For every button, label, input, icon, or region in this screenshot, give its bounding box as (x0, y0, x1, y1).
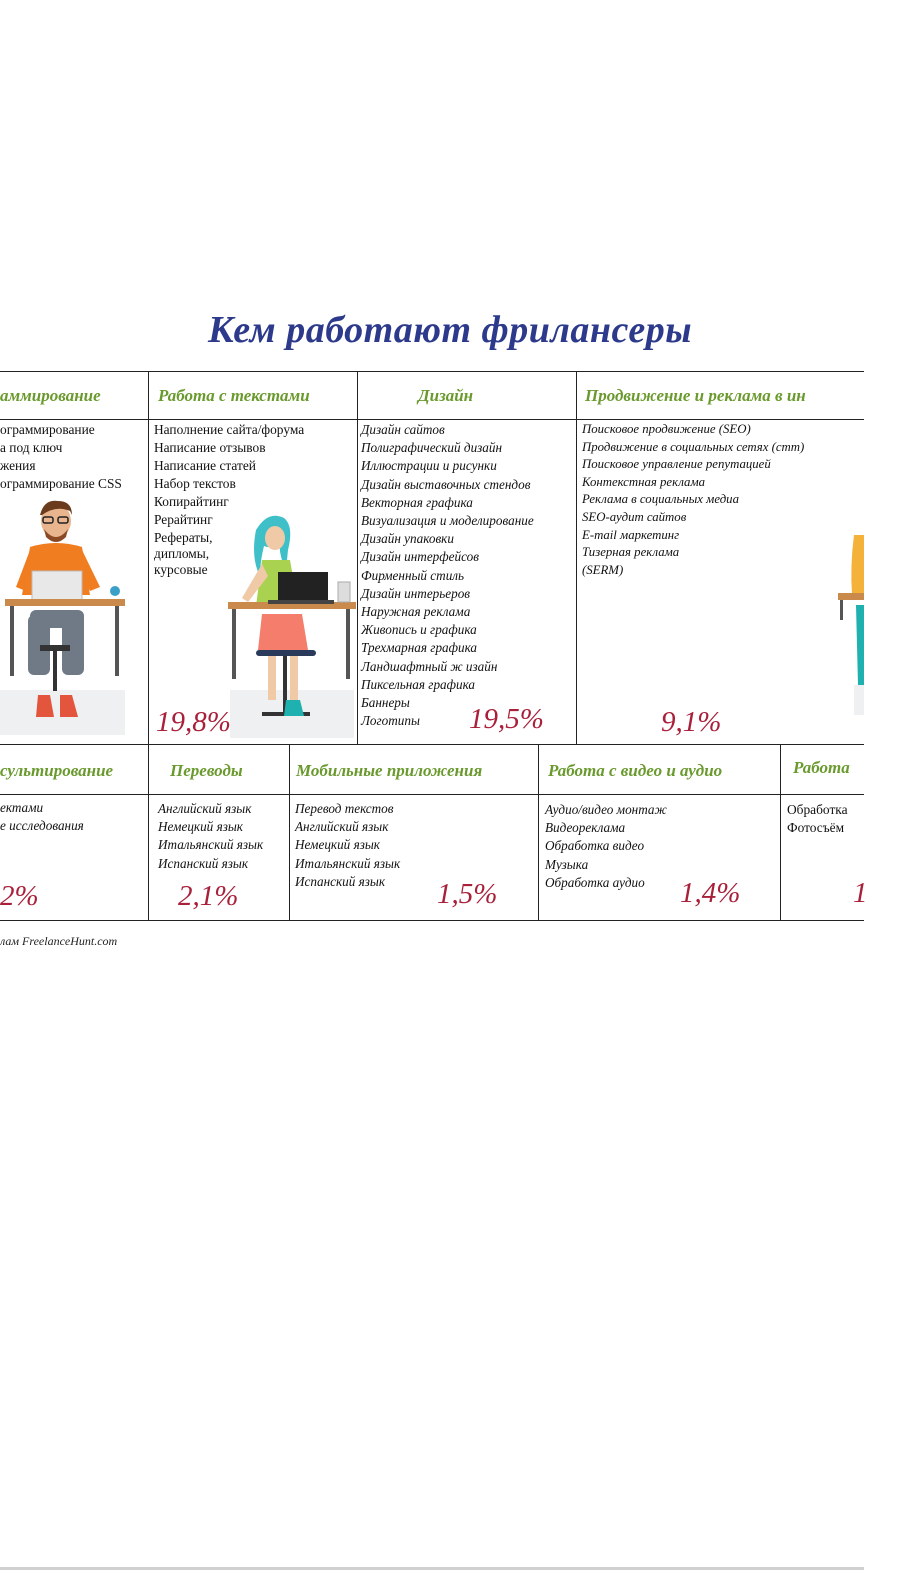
list-item: E-mail маркетинг (582, 527, 680, 542)
list-item: Дизайн интерьеров (361, 585, 471, 601)
grid-line (148, 744, 149, 921)
grid-line (538, 744, 539, 921)
column-header-translations: Переводы (170, 761, 243, 780)
list-item: Поисковое продвижение (SEO) (582, 422, 751, 436)
programmer-illustration (0, 495, 148, 740)
programming-list (0, 421, 146, 493)
grid-line (0, 744, 864, 745)
consulting-percent: 2% (0, 880, 39, 912)
list-item: Реклама в социальных медиа (582, 492, 739, 507)
column-header-consulting: сультирование (0, 761, 114, 780)
list-item: Пиксельная графика (361, 676, 476, 692)
list-item: (SERM) (582, 562, 624, 577)
marketer-illustration (836, 535, 864, 715)
promotion-percent: 9,1% (661, 706, 722, 738)
photo-list (787, 801, 864, 837)
photo-percent: 1 (853, 877, 868, 909)
grid-line (0, 794, 864, 795)
list-item: Наружная реклама (361, 604, 471, 620)
grid-line (780, 744, 781, 921)
list-item: Обработка видео (545, 838, 645, 854)
list-item: Дизайн сайтов (361, 422, 445, 437)
consulting-list (0, 799, 146, 835)
list-item: Копирайтинг (154, 494, 229, 510)
list-item: Написание отзывов (154, 440, 266, 456)
list-item: Набор текстов (154, 476, 236, 492)
column-header-video-audio: Работа с видео и аудио (548, 761, 723, 780)
list-item: а под ключ (0, 440, 63, 456)
column-header-promotion: Продвижение и реклама в ин (585, 386, 806, 405)
list-item: Баннеры (361, 695, 410, 711)
promotion-list (582, 421, 864, 579)
list-item: Поисковое управление репутацией (582, 457, 771, 472)
video-audio-list (545, 801, 778, 892)
list-item: Логотипы (361, 713, 420, 729)
grid-line (148, 371, 149, 745)
list-item: е исследования (0, 818, 84, 834)
list-item: Фотосъём (787, 820, 845, 836)
grid-line (0, 920, 864, 921)
list-item: Музыка (545, 856, 589, 872)
list-item: Тизерная реклама (582, 545, 680, 560)
list-item: жения (0, 458, 36, 474)
list-item: Иллюстрации и рисунки (361, 458, 497, 474)
list-item: Визуализация и моделирование (361, 513, 534, 529)
column-header-mobile: Мобильные приложения (296, 761, 483, 780)
column-header-photo: Работа (793, 758, 850, 777)
grid-line (0, 419, 864, 420)
list-item: Контекстная реклама (582, 474, 706, 489)
translations-list (158, 800, 288, 873)
list-item: Рерайтинг (154, 512, 213, 528)
writer-illustration (228, 510, 356, 740)
list-item: Испанский язык (295, 873, 385, 889)
list-item: Векторная графика (361, 494, 473, 510)
list-item: Живопись и графика (361, 622, 477, 638)
list-item: Дизайн выставочных стендов (361, 476, 531, 492)
column-header-design: Дизайн (418, 386, 474, 405)
list-item: Фирменный стиль (361, 567, 465, 583)
texts-percent: 19,8% (156, 706, 231, 738)
list-item: Английский язык (158, 801, 252, 816)
grid-line (289, 744, 290, 921)
list-item: Дизайн упаковки (361, 531, 454, 547)
list-item: ограммирование (0, 422, 95, 437)
translations-percent: 2,1% (178, 880, 239, 912)
list-item: Немецкий язык (295, 837, 380, 853)
list-item: Рефераты, (154, 529, 213, 545)
list-item: Написание статей (154, 458, 256, 474)
list-item: Английский язык (295, 819, 389, 835)
list-item: Обработка аудио (545, 874, 645, 890)
list-item: Итальянский язык (158, 837, 264, 853)
grid-line (576, 371, 577, 745)
list-item: Испанский язык (158, 855, 248, 871)
source-note: лам FreelanceHunt.com (0, 934, 118, 948)
list-item: Перевод текстов (295, 801, 394, 816)
list-item: Полиграфический дизайн (361, 440, 503, 456)
list-item: курсовые (154, 561, 208, 577)
column-header-programming: аммирование (0, 386, 101, 405)
list-item: Обработка (787, 802, 848, 817)
list-item: SEO-аудит сайтов (582, 509, 687, 524)
column-header-texts: Работа с текстами (158, 386, 310, 405)
list-item: Итальянский язык (295, 855, 401, 871)
list-item: ограммирование CSS (0, 476, 122, 492)
list-item: Аудио/видео монтаж (545, 802, 667, 817)
mobile-list (295, 800, 535, 891)
grid-line (0, 371, 864, 372)
list-item: Дизайн интерфейсов (361, 549, 479, 565)
video-audio-percent: 1,4% (680, 877, 741, 909)
list-item: Немецкий язык (158, 819, 243, 835)
list-item: дипломы, (154, 545, 210, 561)
design-list (361, 421, 575, 730)
list-item: Трехмарная графика (361, 640, 478, 656)
design-percent: 19,5% (469, 703, 544, 735)
list-item: ектами (0, 800, 44, 815)
list-item: Видеореклама (545, 820, 626, 836)
page-title: Кем работают фрилансеры (207, 309, 693, 351)
list-item: Ландшафтный ж изайн (361, 658, 498, 674)
mobile-percent: 1,5% (437, 878, 498, 910)
list-item: Наполнение сайта/форума (154, 422, 305, 437)
grid-line (357, 371, 358, 745)
divider (0, 1567, 864, 1570)
list-item: Продвижение в социальных сетях (стт) (582, 439, 805, 454)
